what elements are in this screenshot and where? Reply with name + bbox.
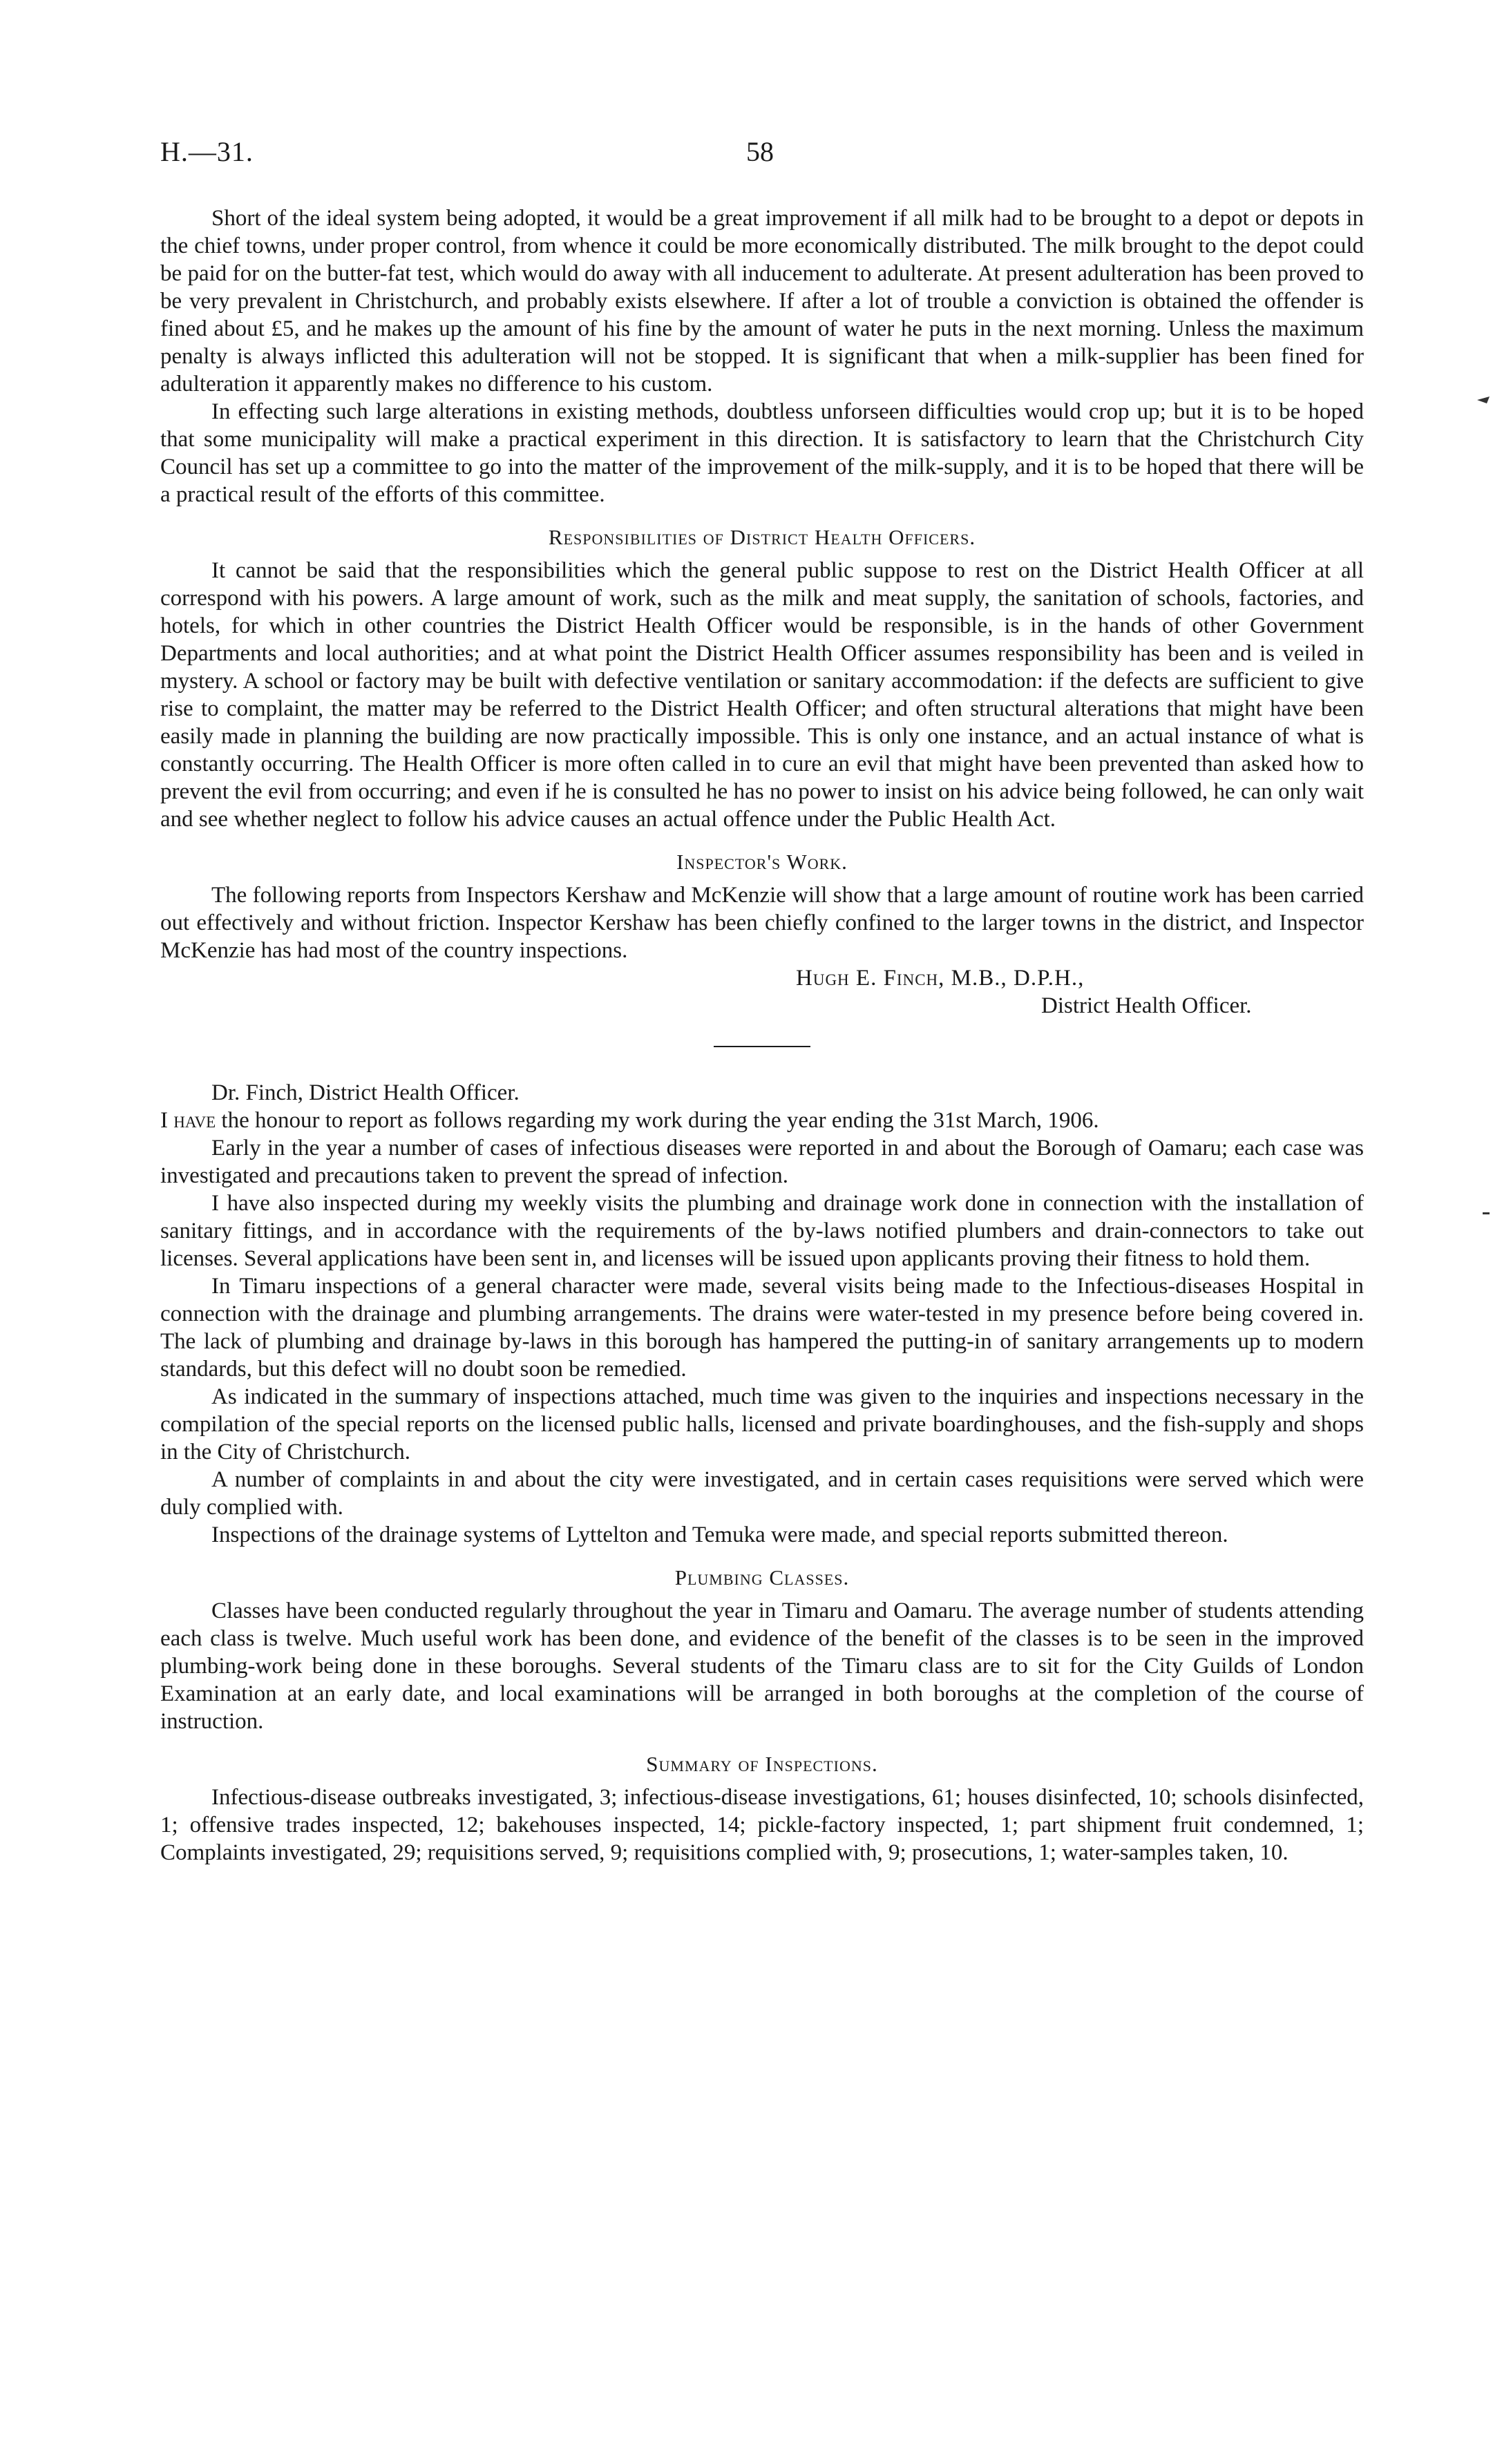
report-paragraph-6: Inspections of the drainage systems of Lyttelton and Temuka were made, and special reports submitted thereon.: [211, 1522, 1228, 1547]
intro-paragraph-2: In effecting such large alterations in existing methods, doubtless unforseen difficulties would crop up; but it is to be hoped that some municipality will make a practical experiment in this direction. It is satisfactory to learn that the Christchurch City Council has set up a committee to go into the matter of the improvement of the milk-supply, and it is to be hoped that there will be a practical result of the efforts of this committee.: [160, 399, 1364, 507]
summary-paragraph: Infectious-disease outbreaks investigated, 3; infectious-disease investigations, 61; houses disinfected, 10; schools disinfected, 1; offensive trades inspected, 12; bakehouses inspected, 14; pickle-factory inspected, 1; part shipment fruit condemned, 1; Complaints investigated, 29; requisitions served, 9; requisitions complied with, 9; prosecutions, 1; water-samples taken, 10.: [160, 1785, 1364, 1865]
report-opening: [160, 1107, 1364, 1134]
signature-name: Hugh E. Finch, M.B., D.P.H.,: [796, 966, 1085, 991]
report-paragraph-4: As indicated in the summary of inspections attached, much time was given to the inquiries and inspections necessary in the compilation of the special reports on the licensed public halls, licensed and private boardinghouses, and the fish-supply and shops in the City of Christchurch.: [160, 1384, 1364, 1464]
report-paragraph-1: Early in the year a number of cases of infectious diseases were reported in and about the Borough of Oamaru; each case was investigated and precautions taken to prevent the spread of infection.: [160, 1136, 1364, 1188]
report-paragraph-3: In Timaru inspections of a general character were made, several visits being made to the Infectious-diseases Hospital in connection with the drainage and plumbing arrangements. The drains were water-tested in my presence before being covered in. The lack of plumbing and drainage by-laws in this borough has hampered the putting-in of sanitary arrangements up to modern standards, but this defect will no doubt soon be remedied.: [160, 1274, 1364, 1382]
report-addressee: Dr. Finch, District Health Officer.: [211, 1080, 520, 1105]
signature-title: District Health Officer.: [1041, 993, 1252, 1018]
summary-heading: Summary of Inspections.: [646, 1752, 878, 1776]
intro-paragraph-1: Short of the ideal system being adopted, it would be a great improvement if all milk had to be brought to a depot or depots in the chief towns, under proper control, from whence it could be more economically distributed. The milk brought to the depot could be paid for on the butter-fat test, which would do away with all inducement to adulterate. At present adulteration has been proved to be very prevalent in Christchurch, and probably exists elsewhere. If after a lot of trouble a conviction is obtained the offender is fined about £5, and he makes up the amount of his fine by the amount of water he puts in the next morning. Unless the maximum penalty is always inflicted this adulteration will not be stopped. It is significant that when a milk-supplier has been fined for adulteration it apparently makes no difference to his custom.: [160, 206, 1364, 397]
document-reference: H.—31.: [160, 136, 254, 167]
report-paragraph-2: I have also inspected during my weekly visits the plumbing and drainage work done in connection with the installation of sanitary fittings, and in accordance with the requirements of the by-laws notified plumbers and drain-connectors to take out licenses. Several applications have been sent in, and licenses will be issued upon applicants proving their fitness to hold them.: [160, 1191, 1364, 1271]
report-opening-lead: I have: [160, 1108, 216, 1133]
body-text: [160, 204, 1364, 1866]
responsibilities-paragraph: It cannot be said that the responsibilities which the general public suppose to rest on the District Health Officer at all correspond with his powers. A large amount of work, such as the milk and meat supply, the sanitation of schools, factories, and hotels, for which in other countries the District Health Officer would be responsible, is in the hands of other Government Departments and local authorities; and at what point the District Health Officer assumes responsibility has been and is veiled in mystery. A school or factory may be built with defective ventilation or sanitary accommodation: if the defects are sufficient to give rise to complaint, the matter may be referred to the District Health Officer; and often structural alterations that might have been easily made in planning the building are now practically impossible. This is only one instance, and an actual instance of what is constantly occurring. The Health Officer is more often called in to cure an evil that might have been prevented than asked how to prevent the evil from occurring; and even if he is consulted he has no power to insist on his advice being followed, he can only wait and see whether neglect to follow his advice causes an actual offence under the Public Health Act.: [160, 558, 1364, 832]
report-opening-rest: the honour to report as follows regarding my work during the year ending the 31st March, 1906.: [216, 1108, 1099, 1133]
inspectors-work-paragraph: The following reports from Inspectors Kershaw and McKenzie will show that a large amount of routine work has been carried out effectively and without friction. Inspector Kershaw has been chiefly confined to the larger towns in the district, and Inspector McKenzie has had most of the country inspections.: [160, 883, 1364, 963]
page-number: 58: [746, 136, 774, 167]
inspectors-work-heading: Inspector's Work.: [676, 850, 848, 874]
page-header: [160, 135, 1362, 177]
plumbing-classes-heading: Plumbing Classes.: [674, 1565, 850, 1589]
section-divider: [714, 1046, 810, 1047]
responsibilities-heading: Responsibilities of District Health Officers.: [548, 525, 976, 549]
plumbing-classes-paragraph: Classes have been conducted regularly throughout the year in Timaru and Oamaru. The average number of students attending each class is twelve. Much useful work has been done, and evidence of the benefit of the classes is to be seen in the improved plumbing-work being done in these boroughs. Several students of the Timaru class are to sit for the City Guilds of London Examination at an early date, and local examinations will be arranged in both boroughs at the completion of the course of instruction.: [160, 1598, 1364, 1734]
margin-mark-right-top: [1477, 395, 1490, 405]
report-paragraph-5: A number of complaints in and about the city were investigated, and in certain cases requisitions were served which were duly complied with.: [160, 1467, 1364, 1520]
margin-mark-right-middle: [1483, 1212, 1490, 1216]
signature-block: [160, 964, 1364, 1020]
